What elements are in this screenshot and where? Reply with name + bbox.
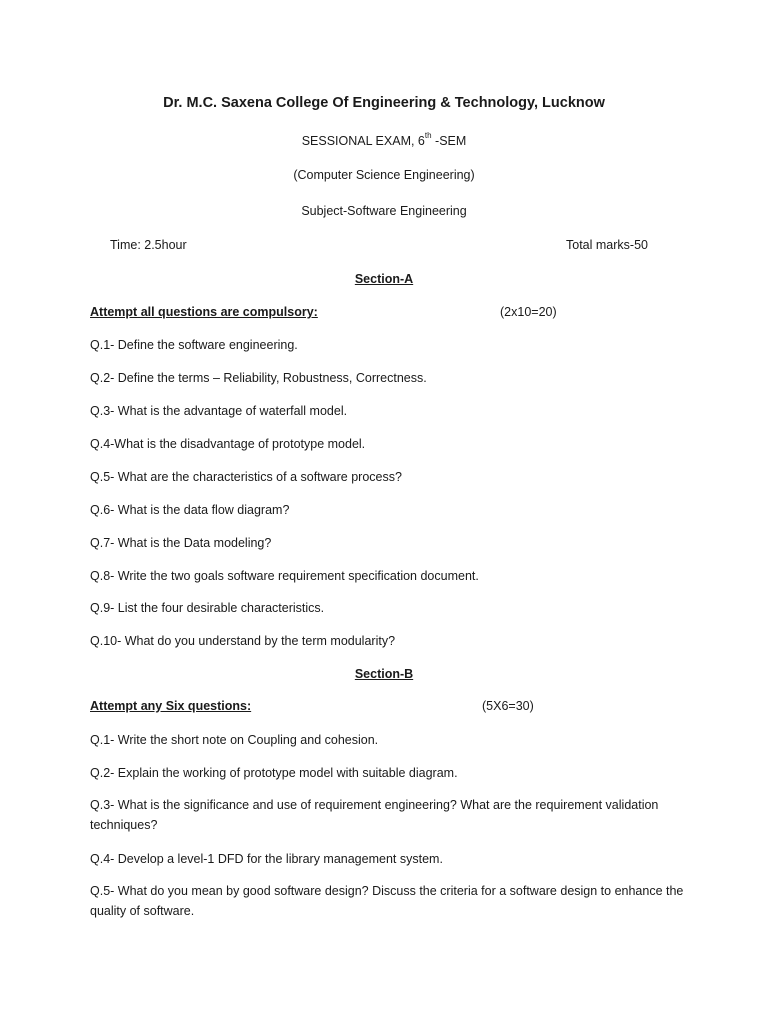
section-b-question: Q.5- What do you mean by good software design? Discuss the criteria for a software design to enhance the quality of software.: [90, 884, 684, 918]
section-a-question: Q.4-What is the disadvantage of prototype model.: [90, 437, 366, 451]
section-b-question: Q.3- What is the significance and use of requirement engineering? What are the requirement validation techniques?: [90, 798, 659, 832]
exam-name: [0, 130, 768, 149]
exam-time: Time: 2.5hour: [110, 238, 187, 252]
section-a-marks: (2x10=20): [500, 305, 557, 319]
total-marks: Total marks-50: [566, 238, 648, 252]
subject-name: Subject-Software Engineering: [301, 204, 467, 218]
section-a-instruction: Attempt all questions are compulsory:: [90, 305, 318, 319]
section-b-marks: (5X6=30): [482, 699, 534, 713]
section-a-question: Q.8- Write the two goals software requirement specification document.: [90, 569, 479, 583]
section-a-question: Q.3- What is the advantage of waterfall model.: [90, 404, 348, 418]
section-a-question: Q.1- Define the software engineering.: [90, 338, 298, 352]
section-b-question: Q.1- Write the short note on Coupling and cohesion.: [90, 733, 379, 747]
section-a-question: Q.7- What is the Data modeling?: [90, 536, 272, 550]
section-b-question: Q.4- Develop a level-1 DFD for the library management system.: [90, 852, 443, 866]
section-b-heading: Section-B: [354, 667, 414, 681]
branch-name: (Computer Science Engineering): [293, 168, 475, 182]
section-b-instruction: Attempt any Six questions:: [90, 699, 252, 713]
section-a-heading: Section-A: [354, 272, 414, 286]
section-a-question: Q.6- What is the data flow diagram?: [90, 503, 290, 517]
exam-name-suffix: -SEM: [431, 134, 467, 148]
exam-name-superscript: th: [424, 130, 432, 140]
college-title: Dr. M.C. Saxena College Of Engineering & Technology, Lucknow: [163, 95, 605, 111]
section-a-question: Q.2- Define the terms – Reliability, Robustness, Correctness.: [90, 371, 427, 385]
section-a-question: Q.5- What are the characteristics of a software process?: [90, 470, 402, 484]
section-a-question: Q.9- List the four desirable characteristics.: [90, 601, 325, 615]
exam-name-prefix: SESSIONAL EXAM, 6: [301, 134, 425, 148]
section-b-question: Q.2- Explain the working of prototype model with suitable diagram.: [90, 766, 458, 780]
section-a-question: Q.10- What do you understand by the term modularity?: [90, 634, 396, 648]
